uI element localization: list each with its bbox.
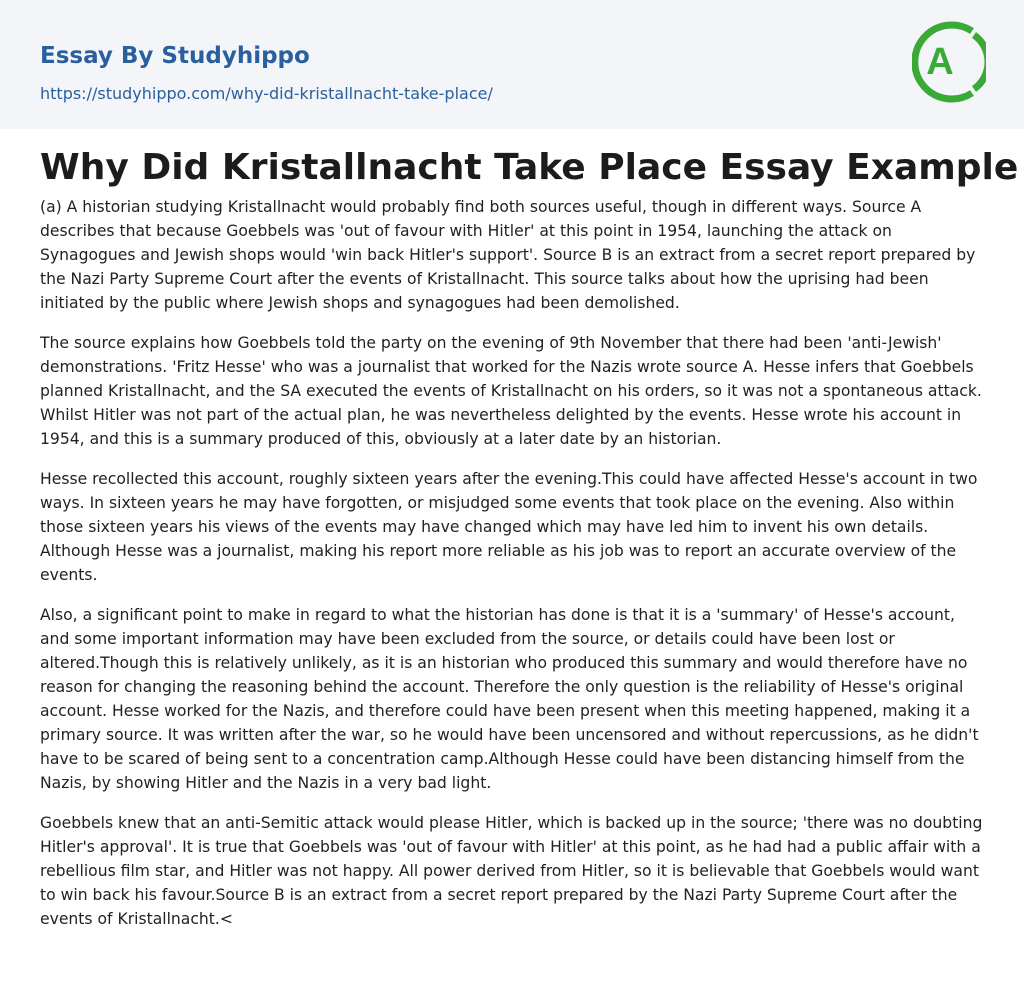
- page-url-link[interactable]: https://studyhippo.com/why-did-kristallnacht-take-place/: [40, 84, 493, 103]
- article-paragraph: Goebbels knew that an anti-Semitic attack would please Hitler, which is backed up in the source; 'there was no doubting Hitler's approval'. It is true that Goebbels was 'out of favour with Hitler' at this point, as he had had a public affair with a rebellious film star, and Hitler was not happy. All power derived from Hitler, so it is believable that Goebbels would want to win back his favour.Source B is an extract from a secret report prepared by the Nazi Party Supreme Court after the events of Kristallnacht.<: [40, 814, 983, 928]
- article-paragraph: Also, a significant point to make in regard to what the historian has done is that it is a 'summary' of Hesse's account, and some important information may have been excluded from the source, or details could have been lost or altered.Though this is relatively unlikely, as it is an historian who produced this summary and would therefore have no reason for changing the reasoning behind the account. Therefore the only question is the reliability of Hesse's original account. Hesse worked for the Nazis, and therefore could have been present when this meeting happened, making it a primary source. It was written after the war, so he would have been uncensored and without repercussions, as he didn't have to be scared of being sent to a concentration camp.Although Hesse could have been distancing himself from the Nazis, by showing Hitler and the Nazis in a very bad light.: [40, 606, 979, 792]
- article-paragraph: The source explains how Goebbels told the party on the evening of 9th November that there had been 'anti-Jewish' demonstrations. 'Fritz Hesse' who was a journalist that worked for the Nazis wrote source A. Hesse infers that Goebbels planned Kristallnacht, and the SA executed the events of Kristallnacht on his orders, so it was not a spontaneous attack. Whilst Hitler was not part of the actual plan, he was nevertheless delighted by the events. Hesse wrote his account in 1954, and this is a summary produced of this, obviously at a later date by an historian.: [40, 334, 982, 448]
- brand-title[interactable]: Essay By Studyhippo: [40, 43, 310, 69]
- page-title: Why Did Kristallnacht Take Place Essay Example: [40, 147, 1019, 188]
- logo-letter: A: [926, 41, 954, 83]
- article-body: [40, 195, 986, 947]
- article-paragraph: Hesse recollected this account, roughly sixteen years after the evening.This could have affected Hesse's account in two ways. In sixteen years he may have forgotten, or misjudged some events that took place on the evening. Also within those sixteen years his views of the events may have changed which may have led him to invent his own details. Although Hesse was a journalist, making his report more reliable as his job was to report an accurate overview of the events.: [40, 470, 978, 584]
- article-paragraph: (a) A historian studying Kristallnacht would probably find both sources useful, though in different ways. Source A describes that because Goebbels was 'out of favour with Hitler' at this point in 1954, launching the attack on Synagogues and Jewish shops would 'win back Hitler's support'. Source B is an extract from a secret report prepared by the Nazi Party Supreme Court after the events of Kristallnacht. This source talks about how the uprising had been initiated by the public where Jewish shops and synagogues had been demolished.: [40, 198, 976, 312]
